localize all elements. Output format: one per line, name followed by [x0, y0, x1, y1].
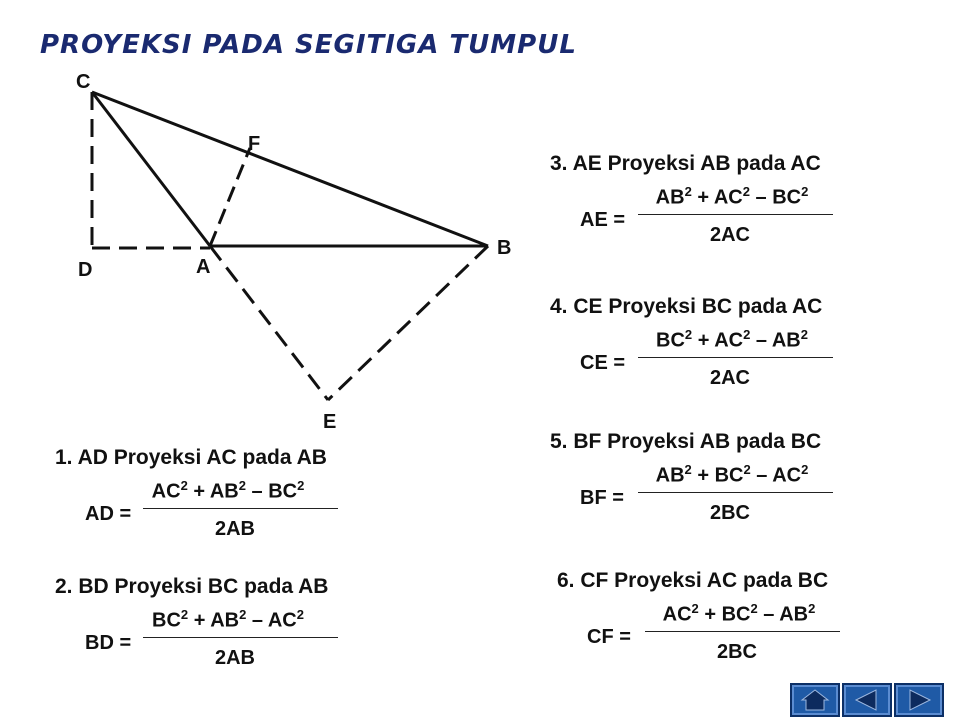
altitude-af: [210, 148, 250, 246]
prev-button[interactable]: [842, 683, 892, 717]
formula-6-lhs: CF =: [587, 626, 631, 648]
formula-5: [580, 462, 900, 542]
formula-6: [587, 601, 907, 681]
next-arrow-icon: [896, 685, 942, 715]
formula-6-numerator: $AC^2 + BC^2 - AB^2$: [662, 601, 816, 626]
formula-5-lhs: BF =: [580, 487, 624, 509]
formula-2-title: 2. BD Proyeksi BC pada AB: [55, 575, 329, 598]
formula-3-title: 3. AE Proyeksi AB pada AC: [550, 152, 821, 175]
label-c: C: [76, 71, 91, 93]
formula-4-numerator: $BC^2 + AC^2 - AB^2$: [656, 327, 808, 352]
formula-5-numerator: $AB^2 + BC^2 - AC^2$: [655, 462, 809, 487]
label-b: B: [497, 237, 512, 259]
label-a: A: [196, 256, 211, 278]
formula-4: [580, 327, 900, 407]
formula-3-numerator: $AB^2 + AC^2 - BC^2$: [655, 184, 809, 209]
formula-5-denominator: 2BC: [709, 502, 750, 524]
formula-2-fraction-bar: [143, 637, 338, 638]
altitude-be: [328, 246, 488, 400]
label-d: D: [78, 259, 93, 281]
formula-6-title: 6. CF Proyeksi AC pada BC: [557, 569, 829, 592]
formula-3-denominator: 2AC: [709, 224, 750, 246]
formula-6-fraction-bar: [645, 631, 840, 632]
extension-ae: [210, 246, 328, 400]
formula-1-title: 1. AD Proyeksi AC pada AB: [55, 446, 327, 469]
formula-2-denominator: 2AB: [214, 647, 255, 669]
formula-1-fraction-bar: [143, 508, 338, 509]
formula-6-denominator: 2BC: [716, 641, 757, 663]
formula-5-fraction-bar: [638, 492, 833, 493]
formula-3: [580, 184, 900, 264]
home-icon: [792, 685, 838, 715]
formula-5-title: 5. BF Proyeksi AB pada BC: [550, 430, 822, 453]
formula-4-lhs: CE =: [580, 352, 626, 374]
formula-4-title: 4. CE Proyeksi BC pada AC: [550, 295, 823, 318]
label-f: F: [248, 133, 261, 155]
formula-2: [85, 607, 405, 687]
formula-3-lhs: AE =: [580, 209, 626, 231]
formula-4-fraction-bar: [638, 357, 833, 358]
formula-1-denominator: 2AB: [214, 518, 255, 540]
formula-1-lhs: AD =: [85, 503, 132, 525]
page-title: PROYEKSI PADA SEGITIGA TUMPUL: [40, 30, 577, 60]
formula-1-numerator: $AC^2 + AB^2 - BC^2$: [151, 478, 305, 503]
formula-2-lhs: BD =: [85, 632, 132, 654]
next-button[interactable]: [894, 683, 944, 717]
home-button[interactable]: [790, 683, 840, 717]
formula-4-denominator: 2AC: [709, 367, 750, 389]
formula-1: [85, 478, 405, 558]
formula-3-fraction-bar: [638, 214, 833, 215]
label-e: E: [323, 411, 337, 433]
prev-arrow-icon: [844, 685, 890, 715]
formula-2-numerator: $BC^2 + AB^2 - AC^2$: [152, 607, 304, 632]
